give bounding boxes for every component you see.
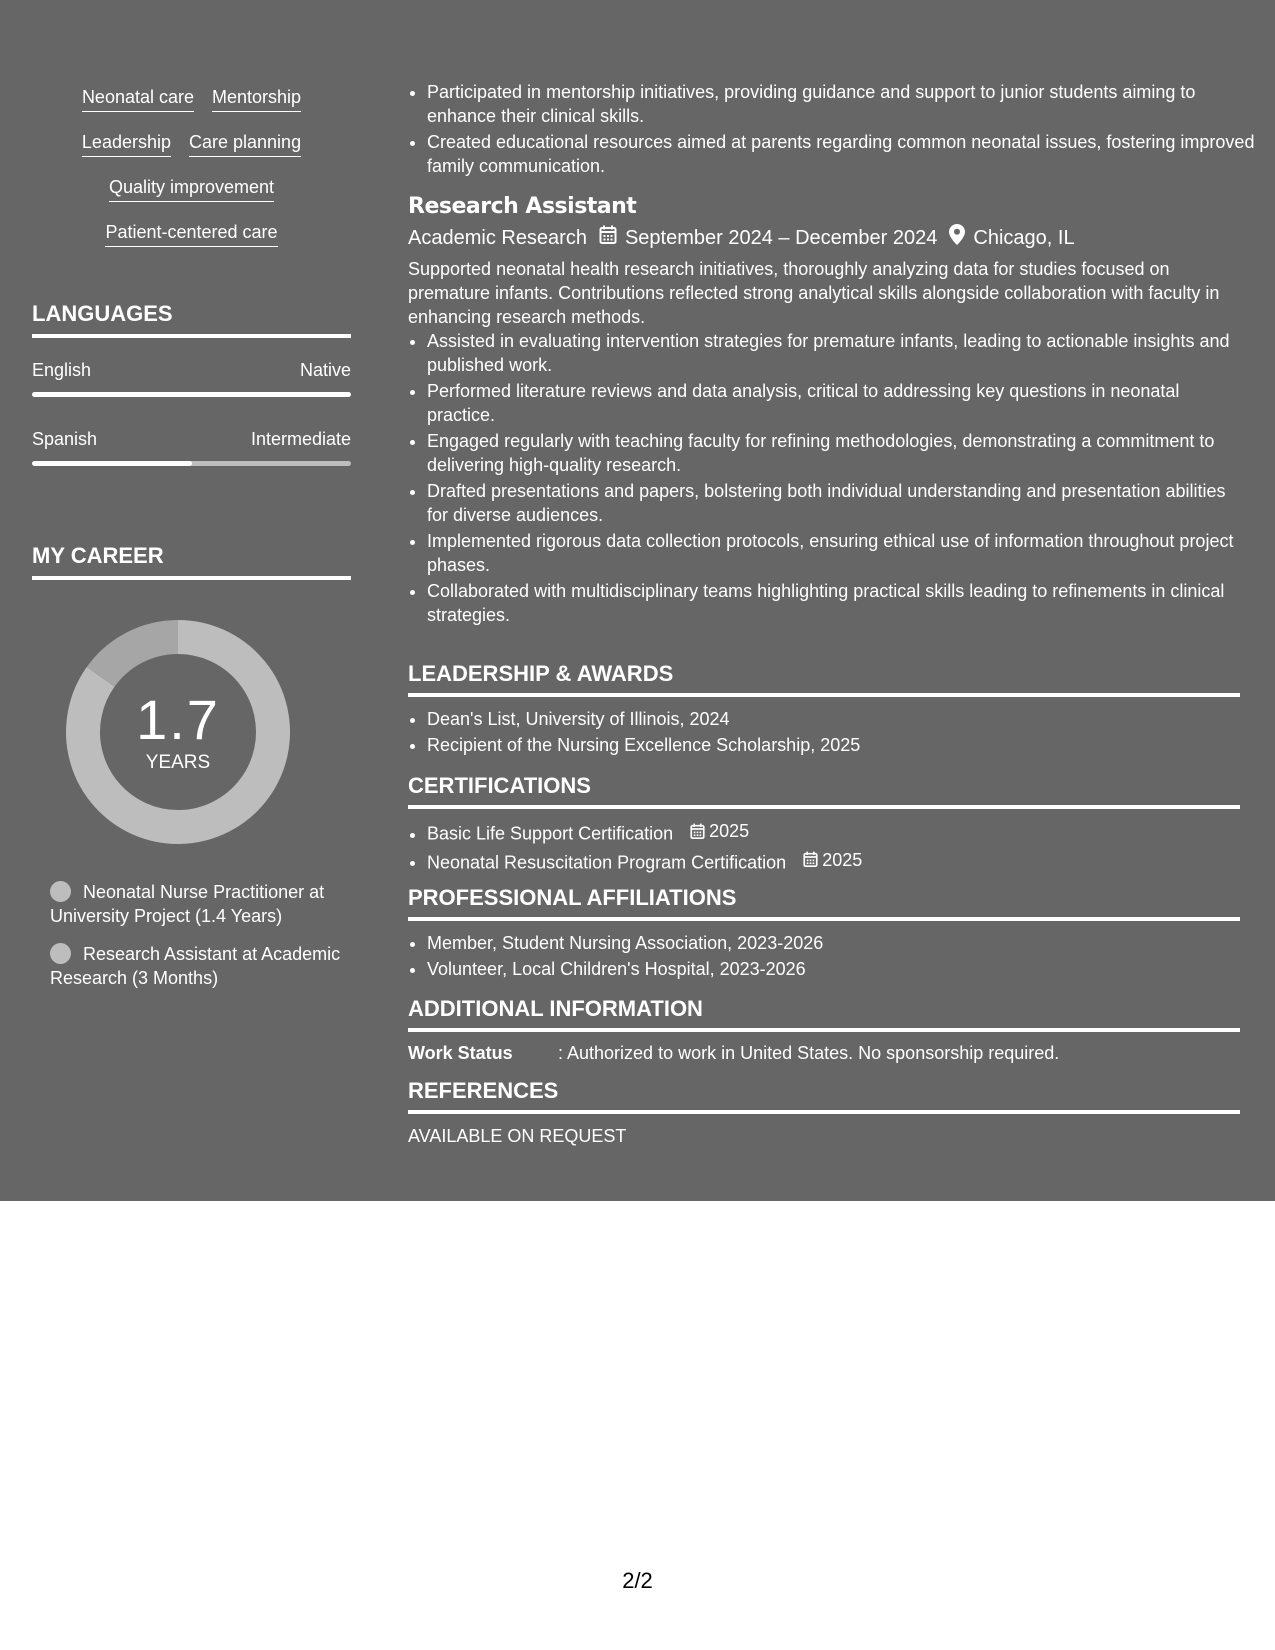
career-legend-item	[50, 880, 350, 928]
career-donut-chart	[66, 620, 290, 844]
language-proficiency-bar	[32, 392, 351, 397]
bullet-item: • Created educational resources aimed at parents regarding common neonatal issues, fostering improved family communication.	[427, 130, 1259, 178]
career-heading: MY CAREER	[32, 543, 351, 580]
awards-list	[408, 707, 1240, 757]
references-section	[408, 1078, 1240, 1148]
language-name: Spanish	[32, 429, 98, 449]
bullet-item: • Member, Student Nursing Association, 2023-2026	[427, 931, 1240, 955]
additional-info-heading: ADDITIONAL INFORMATION	[408, 996, 1240, 1032]
calendar-icon	[803, 851, 818, 868]
job-title: Research Assistant	[408, 194, 637, 219]
job-meta	[408, 224, 1240, 252]
skill-tag: Mentorship	[212, 86, 301, 112]
skill-tag: Leadership	[82, 131, 171, 157]
legend-dot-icon	[50, 943, 71, 964]
certifications-list	[408, 819, 1240, 874]
references-heading: REFERENCES	[408, 1078, 1240, 1114]
legend-dot-icon	[50, 881, 71, 902]
work-status-value: : Authorized to work in United States. No sponsorship required.	[558, 1043, 1060, 1063]
previous-job-bullets	[408, 80, 1259, 180]
awards-heading: LEADERSHIP & AWARDS	[408, 661, 1240, 697]
language-level: Native	[299, 360, 351, 380]
bullet-item: • Collaborated with multidisciplinary teams highlighting practical skills leading to refinements in clinical strategies.	[427, 579, 1240, 627]
career-total-unit: YEARS	[145, 752, 211, 773]
language-english	[32, 359, 351, 397]
calendar-icon	[599, 225, 617, 252]
certification-year-text: 2025	[822, 849, 863, 870]
language-proficiency-bar	[32, 461, 351, 466]
awards-section	[408, 661, 1240, 759]
bullet-item: • Engaged regularly with teaching faculty for refining methodologies, demonstrating a commitment to delivering high-quality research.	[427, 429, 1240, 477]
skills-row	[32, 131, 351, 176]
certification-year	[690, 819, 749, 843]
affiliations-heading: PROFESSIONAL AFFILIATIONS	[408, 885, 1240, 921]
certification-item	[427, 848, 1240, 875]
career-legend-label: Neonatal Nurse Practitioner at University Project (1.4 Years)	[50, 882, 325, 926]
skills-row	[32, 221, 351, 266]
affiliations-list	[408, 931, 1240, 981]
bullet-item: • Recipient of the Nursing Excellence Scholarship, 2025	[427, 733, 1240, 757]
certification-item	[427, 819, 1240, 846]
job-company: Academic Research	[408, 227, 587, 249]
bullet-item: • Implemented rigorous data collection protocols, ensuring ethical use of information throughout project phases.	[427, 529, 1240, 577]
certification-year	[803, 848, 862, 872]
certification-name: Neonatal Resuscitation Program Certification	[427, 852, 787, 872]
career-total-value: 1.7	[136, 688, 220, 751]
career-legend-item	[50, 942, 350, 990]
work-status-row	[408, 1041, 1240, 1065]
certifications-section	[408, 773, 1240, 876]
language-name: English	[32, 360, 92, 380]
certifications-heading: CERTIFICATIONS	[408, 773, 1240, 809]
skill-tag: Patient-centered care	[105, 221, 277, 247]
bullet-item: • Participated in mentorship initiatives, providing guidance and support to junior students aiming to enhance their clinical skills.	[427, 80, 1259, 128]
job-description: Supported neonatal health research initiatives, thoroughly analyzing data for studies focused on premature infants. Contributions reflected strong analytical skills alongside collaboration with faculty in enhancing research methods.	[408, 259, 1220, 327]
skill-tag: Neonatal care	[82, 86, 194, 112]
calendar-icon	[690, 823, 705, 840]
certification-year-text: 2025	[709, 821, 750, 841]
career-legend	[50, 880, 350, 1004]
job-dates: September 2024 – December 2024	[624, 227, 938, 249]
bullet-item: • Drafted presentations and papers, bolstering both individual understanding and presentation abilities for diverse audiences.	[427, 479, 1240, 527]
page-number: 2/2	[622, 1568, 653, 1593]
bullet-item: • Performed literature reviews and data analysis, critical to addressing key questions in neonatal practice.	[427, 379, 1240, 427]
additional-info-section	[408, 996, 1240, 1065]
language-spanish	[32, 428, 351, 466]
skill-tag: Quality improvement	[109, 176, 274, 202]
job-entry	[408, 194, 1240, 629]
language-proficiency-fill	[32, 461, 192, 466]
language-level: Intermediate	[250, 429, 351, 449]
affiliations-section	[408, 885, 1240, 983]
references-text: AVAILABLE ON REQUEST	[408, 1126, 627, 1146]
job-bullets	[408, 329, 1240, 627]
bullet-item: • Volunteer, Local Children's Hospital, 2023-2026	[427, 957, 1240, 981]
bullet-item: • Assisted in evaluating intervention strategies for premature infants, leading to actionable insights and published work.	[427, 329, 1240, 377]
work-status-label: Work Status	[408, 1043, 513, 1063]
languages-heading: LANGUAGES	[32, 301, 351, 338]
location-pin-icon	[949, 224, 965, 252]
career-total	[66, 620, 290, 844]
career-legend-label: Research Assistant at Academic Research (3 Months)	[50, 944, 341, 988]
skills-row	[32, 86, 351, 131]
job-location: Chicago, IL	[973, 227, 1075, 249]
bullet-item: • Dean's List, University of Illinois, 2024	[427, 707, 1240, 731]
skills-list	[32, 86, 351, 266]
skill-tag: Care planning	[189, 131, 301, 157]
certification-name: Basic Life Support Certification	[427, 823, 674, 844]
skills-row	[32, 176, 351, 221]
language-proficiency-fill	[32, 392, 351, 397]
